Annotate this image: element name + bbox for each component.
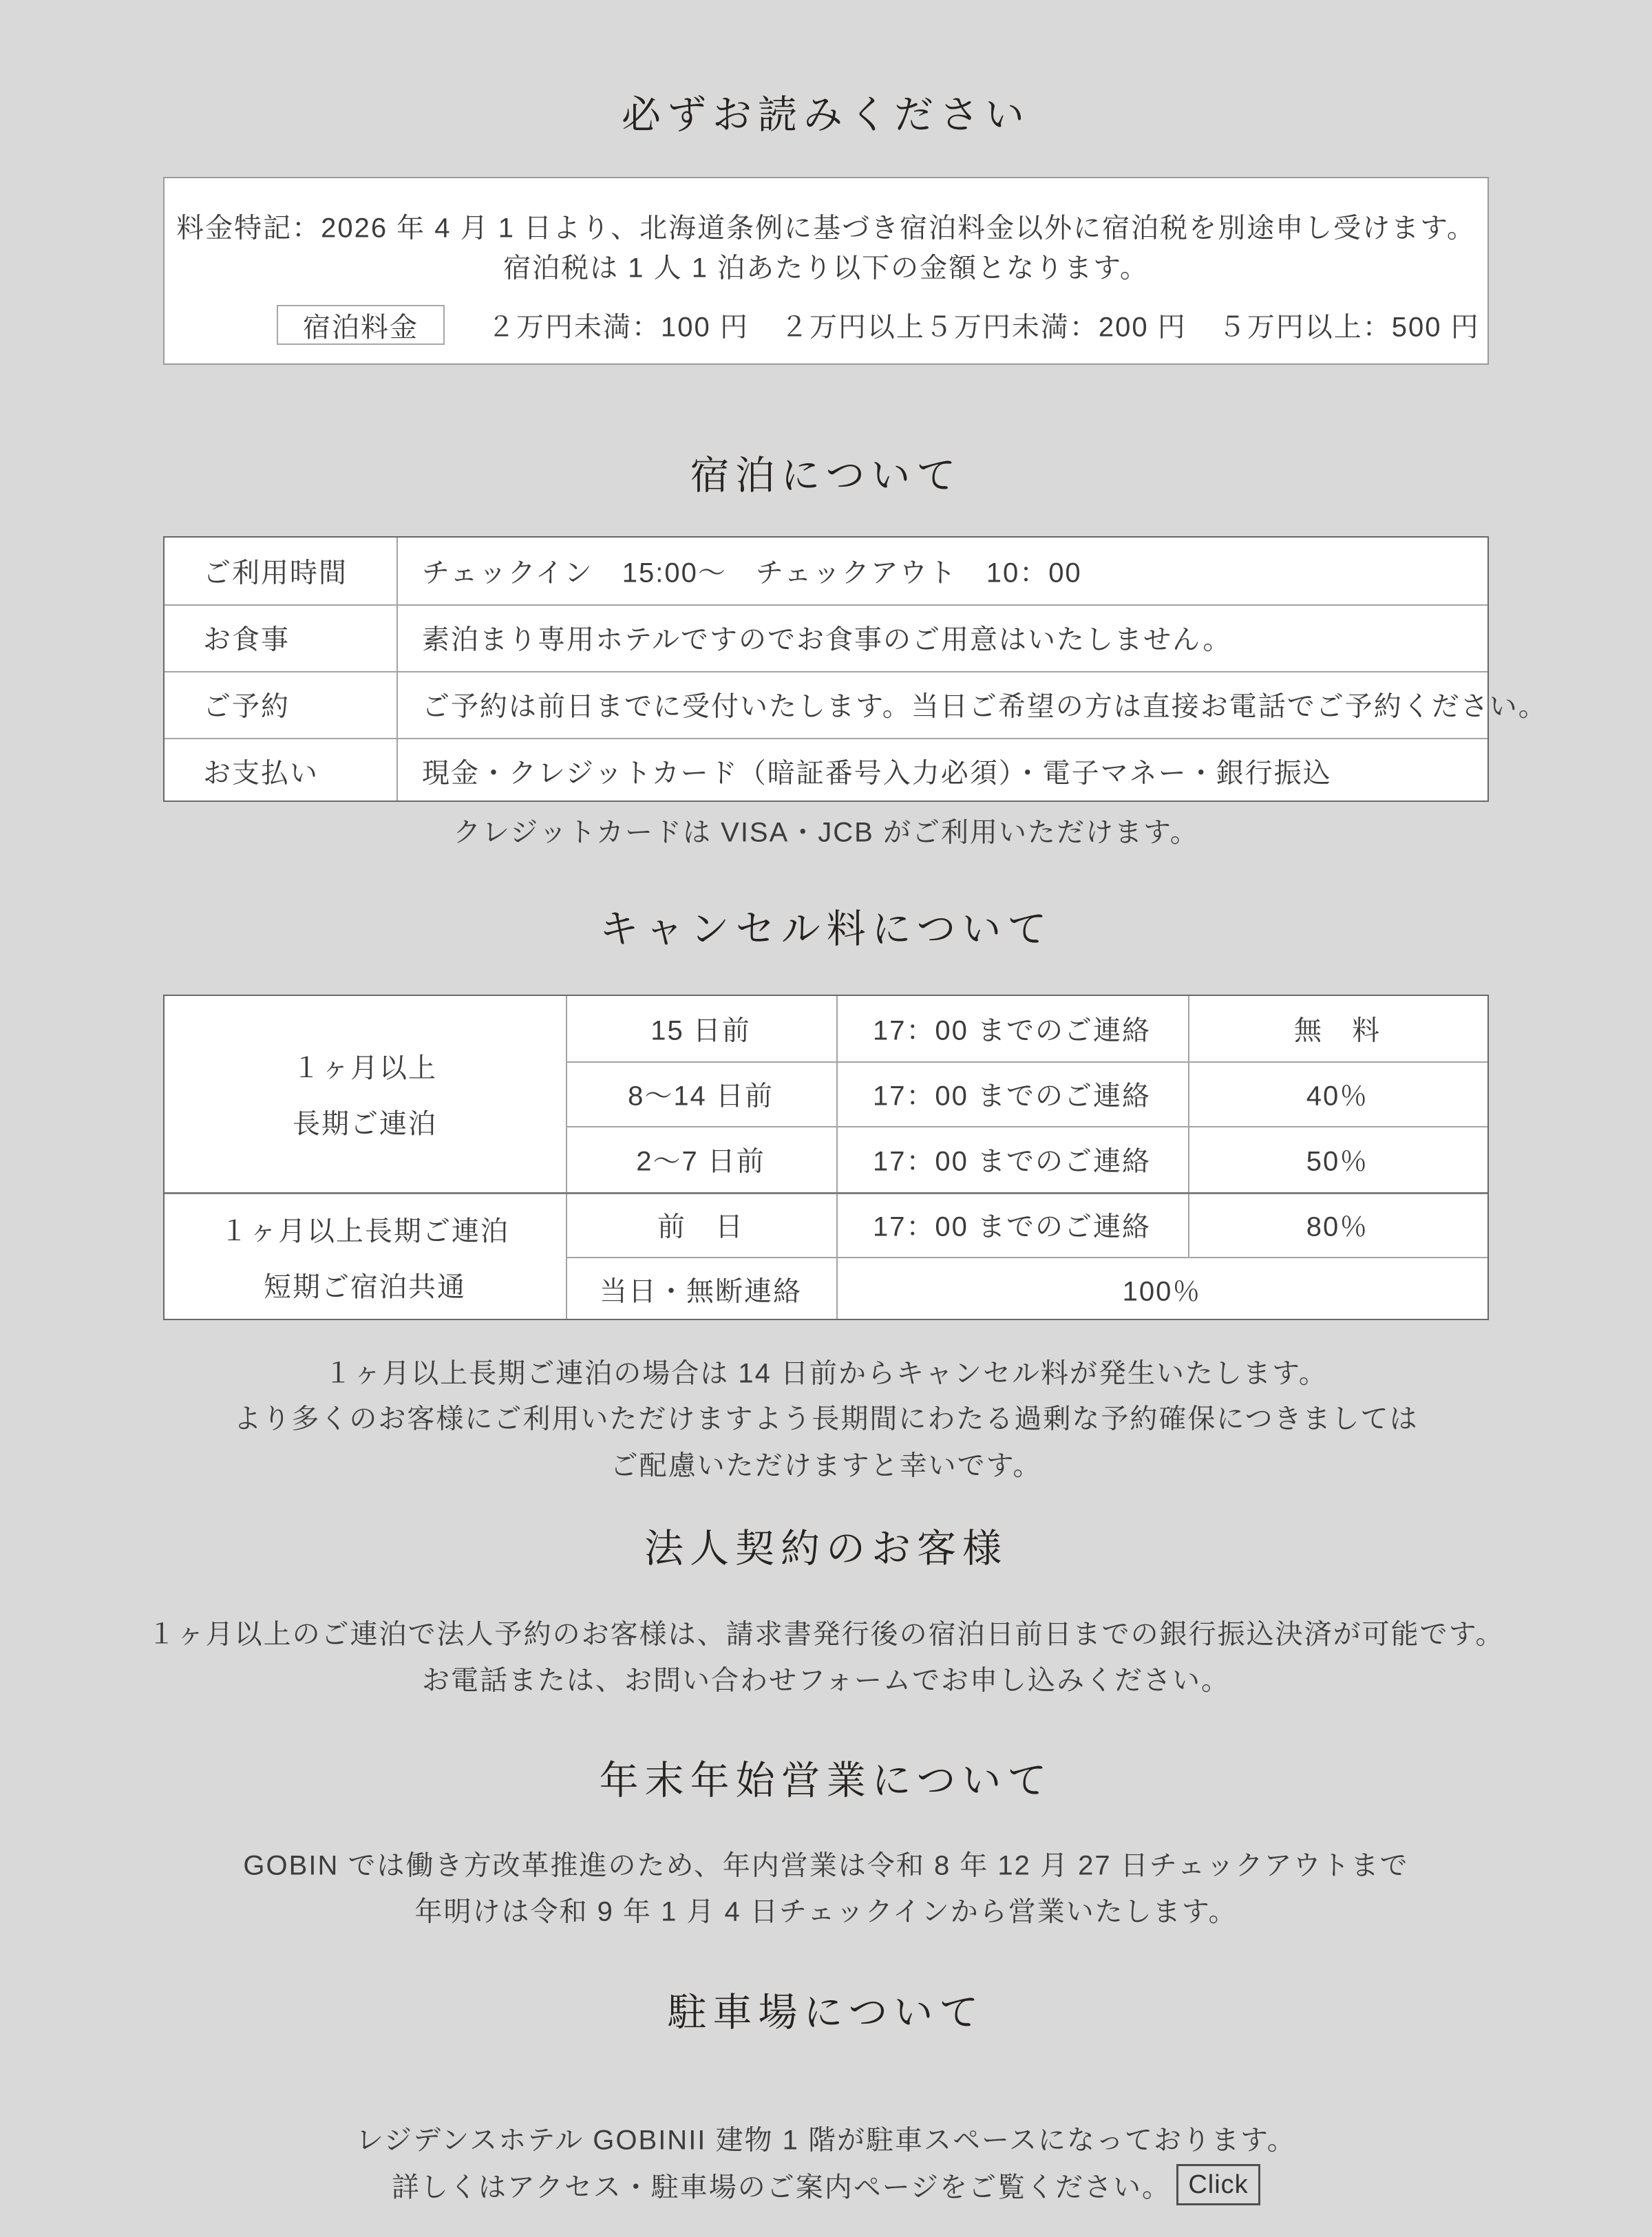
stay-row-label: お食事 (203, 624, 290, 655)
tax-label-box (277, 305, 445, 345)
cancel-fee: 80％ (1306, 1211, 1369, 1242)
cancel-table-group-divider (165, 1192, 1487, 1194)
tax-tier-2: ２万円以上５万円未満：200 円 (780, 312, 1187, 343)
tax-label: 宿泊料金 (303, 312, 419, 343)
stay-table-row-divider (165, 604, 1487, 606)
section-title-parking: 駐車場について (667, 1991, 985, 2035)
cancel-contact: 17：00 までのご連絡 (872, 1081, 1152, 1112)
stay-table-column-divider (396, 538, 398, 801)
cancel-group-common (220, 1209, 509, 1304)
parking-line: 詳しくはアクセス・駐車場のご案内ページをご覧ください。 (392, 2172, 1171, 2203)
tax-tier-3: ５万円以上：500 円 (1218, 312, 1480, 343)
section-title-must-read: 必ずお読みください (622, 94, 1030, 137)
cancel-when: 8～14 日前 (628, 1081, 774, 1112)
cancel-when: 2～7 日前 (636, 1146, 765, 1177)
cancel-contact: 17：00 までのご連絡 (872, 1146, 1152, 1177)
stay-table-row-divider (165, 671, 1487, 672)
cancel-note-line: １ヶ月以上長期ご連泊の場合は 14 日前からキャンセル料が発生いたします。 (324, 1358, 1328, 1389)
cancel-contact: 17：00 までのご連絡 (872, 1211, 1152, 1242)
stay-row-value: チェックイン 15:00～ チェックアウト 10：00 (422, 558, 1082, 589)
year-end-line: GOBIN では働き方改革推進のため、年内営業は令和 8 年 12 月 27 日チェックアウトまで (243, 1850, 1409, 1881)
corporate-line: １ヶ月以上のご連泊で法人予約のお客様は、請求書発行後の宿泊日前日までの銀行振込決済が可能です。 (147, 1619, 1505, 1650)
cancel-group-long-stay (293, 1046, 437, 1141)
section-title-stay: 宿泊について (690, 454, 962, 498)
stay-table-row-divider (165, 738, 1487, 739)
cancel-group-common-line1: １ヶ月以上長期ご連泊 (220, 1216, 509, 1247)
cancel-table-divider-col2 (836, 996, 838, 1319)
cancel-fee: 100％ (1122, 1276, 1202, 1307)
cancel-table-divider-col1 (566, 996, 567, 1319)
stay-row-label: ご利用時間 (203, 558, 348, 589)
stay-row-label: ご予約 (203, 691, 290, 722)
cancel-contact: 17：00 までのご連絡 (872, 1015, 1152, 1046)
credit-card-note: クレジットカードは VISA・JCB がご利用いただけます。 (453, 817, 1199, 848)
cancel-when: 前 日 (657, 1211, 744, 1242)
stay-row-value: ご予約は前日までに受付いたします。当日ご希望の方は直接お電話でご予約ください。 (422, 691, 1547, 722)
cancellation-table (163, 995, 1489, 1320)
tax-tier-1: ２万円未満：100 円 (487, 312, 749, 343)
notice-panel (163, 177, 1489, 365)
cancel-group-common-line2: 短期ご宿泊共通 (264, 1272, 466, 1302)
cancel-table-row-divider (566, 1061, 1487, 1063)
parking-line: レジデンスホテル GOBINII 建物 1 階が駐車スペースになっております。 (356, 2125, 1296, 2156)
cancel-note-line: ご配慮いただけますと幸いです。 (610, 1450, 1042, 1481)
notice-line-2: 宿泊税は 1 人 1 泊あたり以下の金額となります。 (503, 253, 1149, 284)
stay-row-label: お支払い (203, 758, 319, 789)
stay-row-value: 素泊まり専用ホテルですのでお食事のご用意はいたしません。 (422, 624, 1232, 655)
stay-table (163, 536, 1547, 802)
section-title-corporate: 法人契約のお客様 (644, 1527, 1008, 1571)
section-title-year-end: 年末年始営業について (599, 1759, 1053, 1803)
year-end-line: 年明けは令和 9 年 1 月 4 日チェックインから営業いたします。 (414, 1896, 1238, 1927)
cancel-fee: 無 料 (1294, 1015, 1381, 1046)
section-title-cancellation: キャンセル料について (599, 908, 1053, 951)
stay-row-value: 現金・クレジットカード（暗証番号入力必須）・電子マネー・銀行振込 (422, 758, 1332, 789)
corporate-line: お電話または、お問い合わせフォームでお申し込みください。 (422, 1665, 1230, 1696)
cancel-group-long-stay-line1: １ヶ月以上 (293, 1053, 437, 1083)
cancel-table-row-divider (566, 1126, 1487, 1127)
notice-line-1: 料金特記：2026 年 4 月 1 日より、北海道条例に基づき宿泊料金以外に宿泊税を別途申し受けます。 (176, 213, 1476, 244)
parking-line-with-button (392, 2164, 1260, 2205)
cancel-when: 15 日前 (650, 1015, 751, 1046)
cancel-fee: 40％ (1306, 1081, 1369, 1112)
click-button[interactable]: Click (1176, 2164, 1260, 2205)
cancel-table-row-divider (566, 1257, 1487, 1258)
cancel-when: 当日・無断連絡 (600, 1276, 802, 1307)
cancel-fee: 50％ (1306, 1146, 1369, 1177)
cancel-note-line: より多くのお客様にご利用いただけますよう長期間にわたる過剰な予約確保につきましては (233, 1403, 1419, 1434)
tax-tier-list (487, 306, 1480, 345)
cancel-group-long-stay-line2: 長期ご連泊 (293, 1109, 437, 1139)
